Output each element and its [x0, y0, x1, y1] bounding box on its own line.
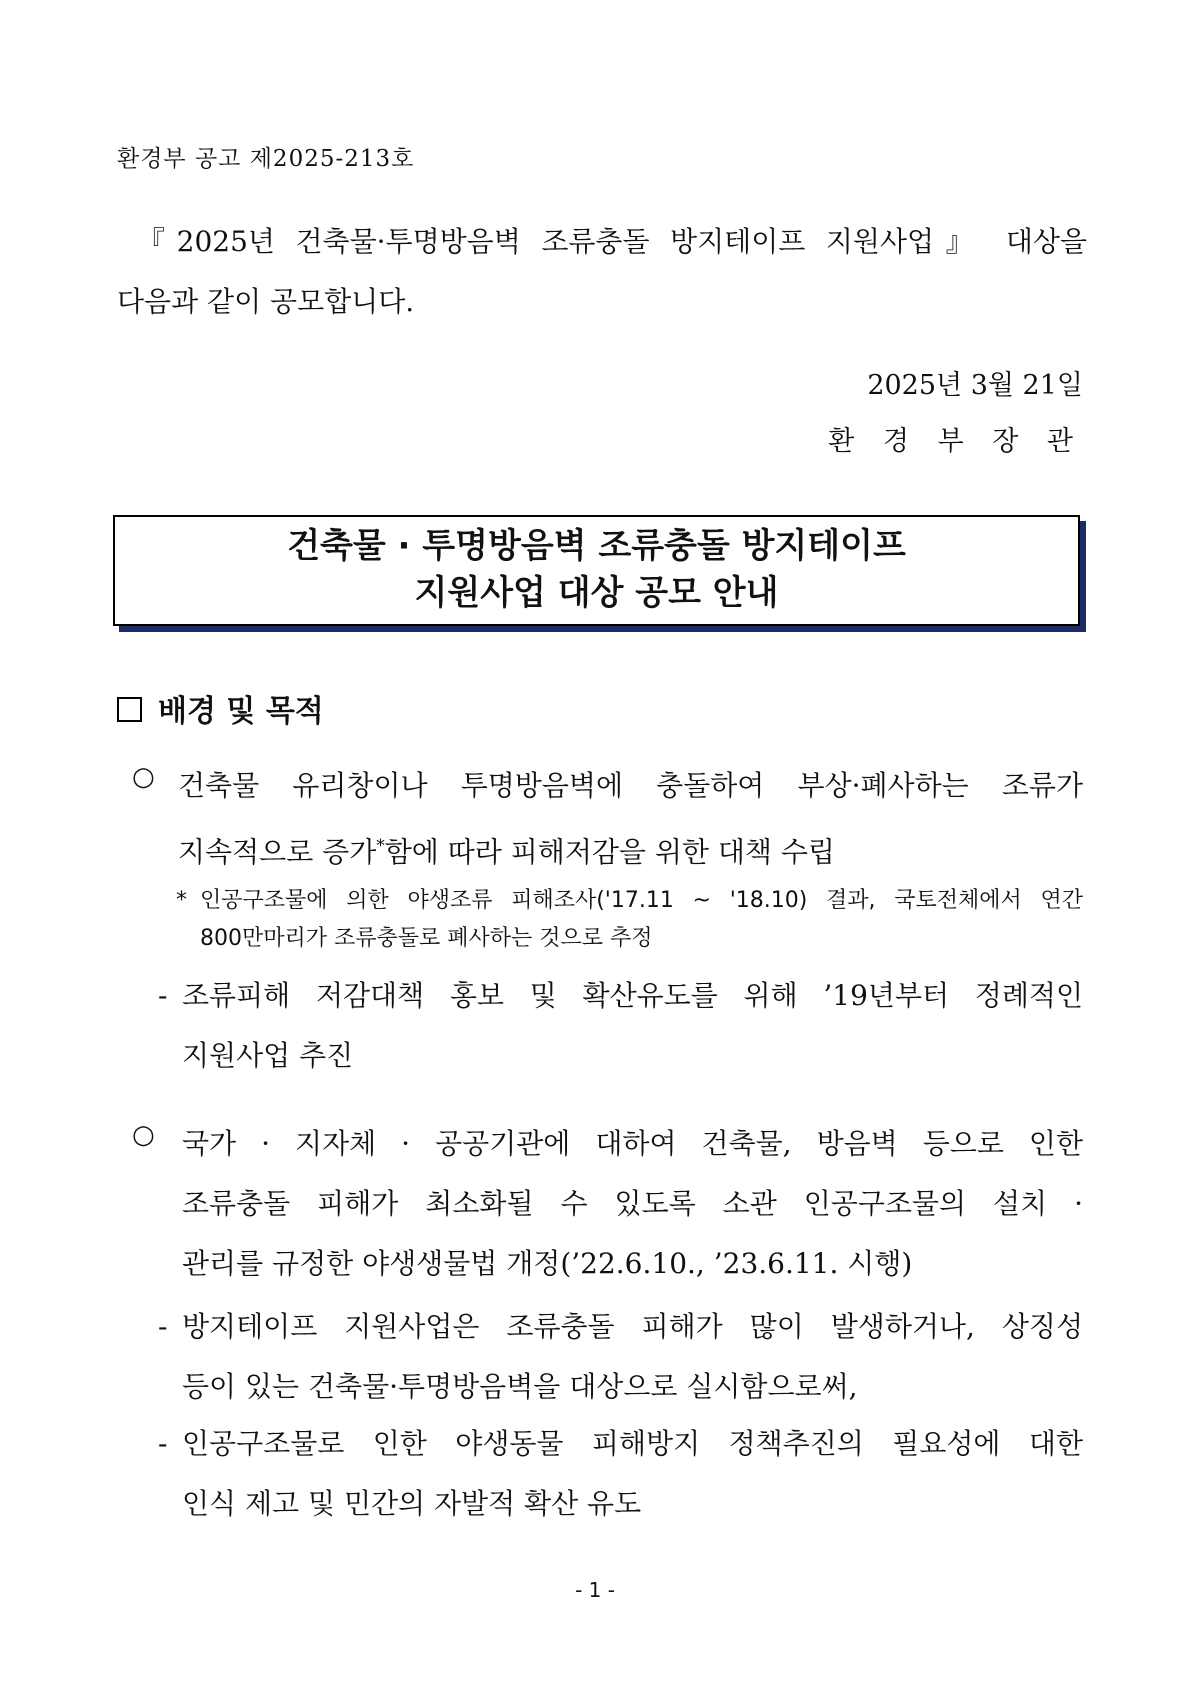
dash-1-line-1: 조류피해 저감대책 홍보 및 확산유도를 위해 ’19년부터 정례적인: [182, 979, 1083, 1012]
title-box: [113, 515, 1080, 626]
footnote-line-2: 800만마리가 조류충돌로 폐사하는 것으로 추정: [200, 926, 653, 951]
bullet-1-line-2-text: 지속적으로 증가: [178, 835, 377, 869]
dash-item-1: [182, 966, 1083, 1086]
dash-item-2: [182, 1297, 1083, 1417]
bullet-marker: ○: [132, 762, 155, 792]
bullet-2-line-1: 국가 · 지자체 · 공공기관에 대하여 건축물, 방음벽 등으로 인한: [182, 1127, 1083, 1160]
bullet-item-1: [178, 756, 1083, 882]
footnote-line-1: 인공구조물에 의한 야생조류 피해조사('17.11 ~ '18.10) 결과, 국토전체에서 연간: [200, 888, 1083, 913]
footnote-mark: *: [376, 836, 385, 856]
dash-marker: -: [158, 979, 168, 1012]
dash-item-3: [182, 1414, 1083, 1534]
dash-marker: -: [158, 1310, 168, 1343]
intro-paragraph: [117, 212, 1087, 332]
bullet-1-line-1: 건축물 유리창이나 투명방음벽에 충돌하여 부상·폐사하는 조류가: [178, 769, 1083, 802]
dash-2-line-2: 등이 있는 건축물·투명방음벽을 대상으로 실시함으로써,: [182, 1370, 858, 1403]
bullet-marker: ○: [132, 1120, 155, 1150]
title-line-1: 건축물 · 투명방음벽 조류충돌 방지테이프: [287, 526, 906, 566]
page-number: - 1 -: [575, 1578, 615, 1602]
footnote: [200, 882, 1083, 958]
section-heading: [117, 686, 324, 730]
dash-3-line-2: 인식 제고 및 민간의 자발적 확산 유도: [182, 1487, 642, 1520]
issuer-name: 환 경 부 장 관: [828, 426, 1083, 457]
section-heading-text: 배경 및 목적: [158, 694, 324, 729]
dash-2-line-1: 방지테이프 지원사업은 조류충돌 피해가 많이 발생하거나, 상징성: [182, 1310, 1083, 1343]
bullet-item-2: [182, 1114, 1083, 1294]
dash-1-line-2: 지원사업 추진: [182, 1039, 354, 1072]
dash-marker: -: [158, 1427, 168, 1460]
notice-number: 환경부 공고 제2025-213호: [117, 146, 415, 172]
title-line-2: 지원사업 대상 공모 안내: [414, 573, 779, 613]
intro-line-1: 『2025년 건축물·투명방음벽 조류충돌 방지테이프 지원사업』 대상을: [137, 225, 1087, 258]
intro-line-2: 다음과 같이 공모합니다.: [117, 285, 415, 318]
dash-3-line-1: 인공구조물로 인한 야생동물 피해방지 정책추진의 필요성에 대한: [182, 1427, 1083, 1460]
notice-date: 2025년 3월 21일: [867, 370, 1083, 401]
bullet-2-line-3: 관리를 규정한 야생생물법 개정(’22.6.10., ’23.6.11. 시행): [182, 1247, 913, 1280]
footnote-marker: *: [176, 888, 187, 913]
checkbox-square-icon: [117, 697, 142, 722]
bullet-1-line-2: [178, 816, 1083, 882]
bullet-1-line-2-rest: 함에 따라 피해저감을 위한 대책 수립: [384, 835, 835, 869]
bullet-2-line-2: 조류충돌 피해가 최소화될 수 있도록 소관 인공구조물의 설치 ·: [182, 1187, 1083, 1220]
